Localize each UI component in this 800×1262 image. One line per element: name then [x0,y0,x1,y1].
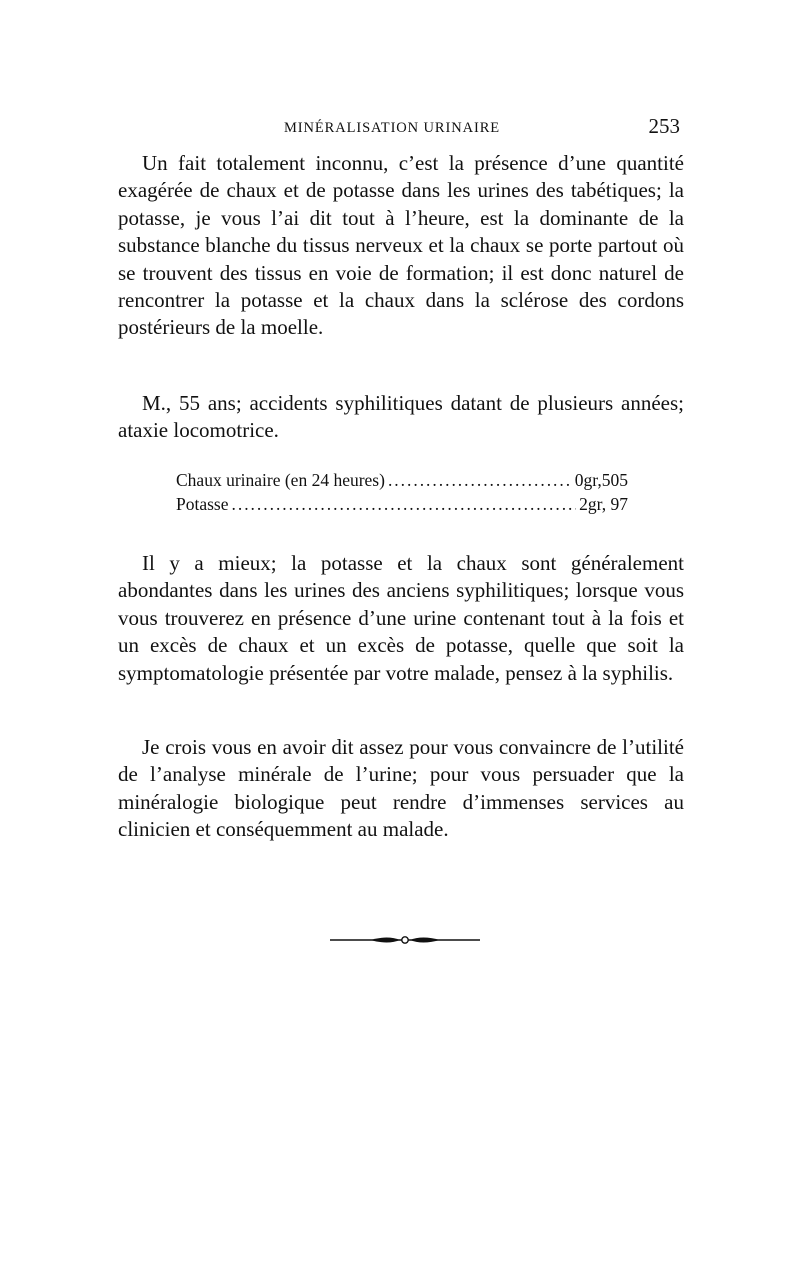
dot-leader [232,492,577,516]
paragraph-syphilis: Il y a mieux; la potasse et la chaux sont généralement abondantes dans les urines des anciens syphilitiques; lorsque vous vous trouverez en présence d’une urine contenant tout à la fois et un excès de chaux et un excès de potasse, quelle que soit la symptomatologie présentée par votre malade, pensez à la syphilis. [118,551,684,685]
measurement-label: Chaux urinaire (en 24 heures) [176,470,385,490]
page-number: 253 [648,114,680,138]
measurement-row-potasse [176,492,628,516]
paragraph-tabes: Un fait totalement inconnu, c’est la présence d’une quantité exagérée de chaux et de potasse dans les urines des tabétiques; la potasse, je vous l’ai dit tout à l’heure, est la dominante de la substance blanche du tissus nerveux et la chaux se porte partout où se trouvent des tissus en voie de formation; il est donc naturel de rencontrer la potasse et la chaux dans la sclérose des cordons postérieurs de la moelle. [118,151,684,340]
running-head [118,116,680,140]
measurement-table [176,468,628,516]
paragraph-conclusion: Je crois vous en avoir dit assez pour vous convaincre de l’utilité de l’analyse minérale de l’urine; pour vous persuader que la minéralogie biologique peut rendre d’immenses services au clinicien et conséquemment au malade. [118,735,684,842]
measurement-row-chaux [176,468,628,492]
chapter-title: MINÉRALISATION URINAIRE [284,120,501,136]
paragraph-case-report: M., 55 ans; accidents syphilitiques datant de plusieurs années; ataxie locomotrice. [118,391,684,443]
measurement-label: Potasse [176,494,229,514]
measurement-value: 0gr,505 [574,470,628,490]
end-ornament-icon [330,934,480,946]
measurement-value: 2gr, 97 [579,494,628,514]
dot-leader [388,468,572,492]
